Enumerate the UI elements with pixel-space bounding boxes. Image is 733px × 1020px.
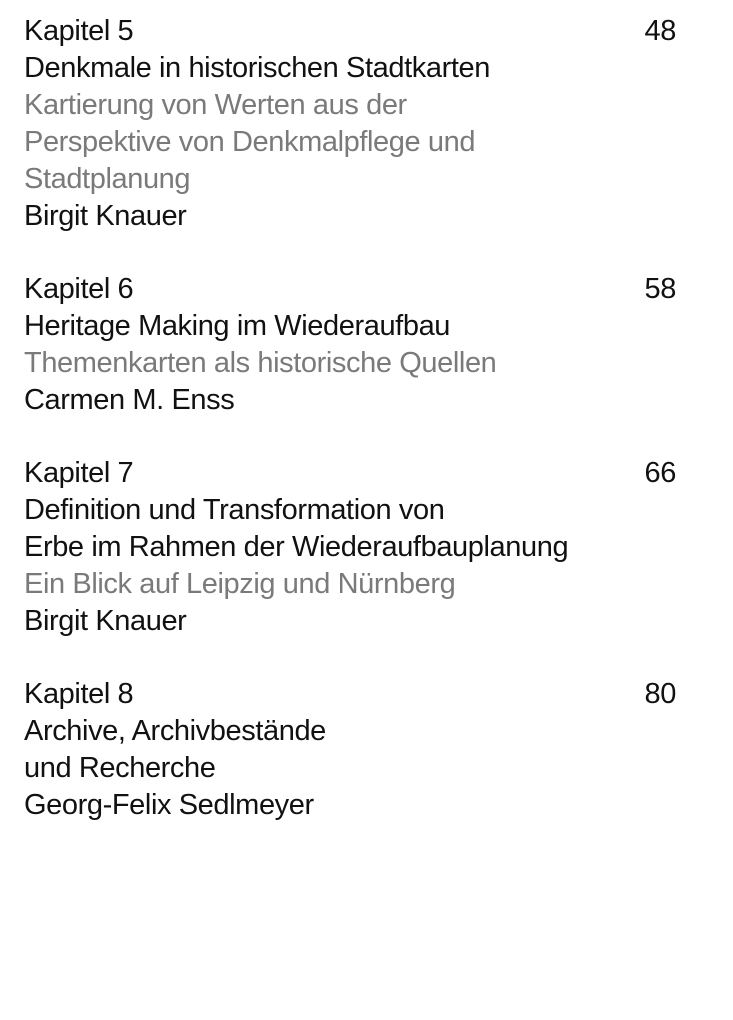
chapter-author: Birgit Knauer <box>24 200 187 232</box>
page-number: 58 <box>644 273 676 305</box>
chapter-label: Kapitel 8 <box>24 678 134 710</box>
toc-entry-kapitel-7 <box>24 455 676 640</box>
chapter-author: Carmen M. Enss <box>24 384 235 416</box>
chapter-subtitle: Ein Blick auf Leipzig und Nürnberg <box>24 568 456 600</box>
chapter-subtitle: Kartierung von Werten aus der <box>24 89 407 121</box>
chapter-author: Birgit Knauer <box>24 605 187 637</box>
chapter-heading <box>24 13 676 50</box>
toc-entry-kapitel-5 <box>24 13 676 235</box>
chapter-subtitle: Themenkarten als historische Quellen <box>24 347 497 379</box>
chapter-title: Erbe im Rahmen der Wiederaufbauplanung <box>24 531 569 563</box>
chapter-subtitle: Perspektive von Denkmalpflege und <box>24 126 476 158</box>
chapter-subtitle: Stadtplanung <box>24 163 191 195</box>
chapter-title: und Recherche <box>24 752 216 784</box>
chapter-label: Kapitel 5 <box>24 15 134 47</box>
toc-entry-kapitel-6 <box>24 271 676 419</box>
page-number: 66 <box>644 457 676 489</box>
chapter-label: Kapitel 7 <box>24 457 134 489</box>
chapter-title: Heritage Making im Wiederaufbau <box>24 310 451 342</box>
table-of-contents <box>24 13 676 860</box>
chapter-heading <box>24 271 676 308</box>
toc-entry-kapitel-8 <box>24 676 676 824</box>
chapter-heading <box>24 455 676 492</box>
chapter-title: Archive, Archivbestände <box>24 715 326 747</box>
chapter-title: Definition und Transformation von <box>24 494 445 526</box>
page-number: 48 <box>644 15 676 47</box>
chapter-label: Kapitel 6 <box>24 273 134 305</box>
chapter-title: Denkmale in historischen Stadtkarten <box>24 52 490 84</box>
chapter-author: Georg-Felix Sedlmeyer <box>24 789 314 821</box>
page-number: 80 <box>644 678 676 710</box>
chapter-heading <box>24 676 676 713</box>
